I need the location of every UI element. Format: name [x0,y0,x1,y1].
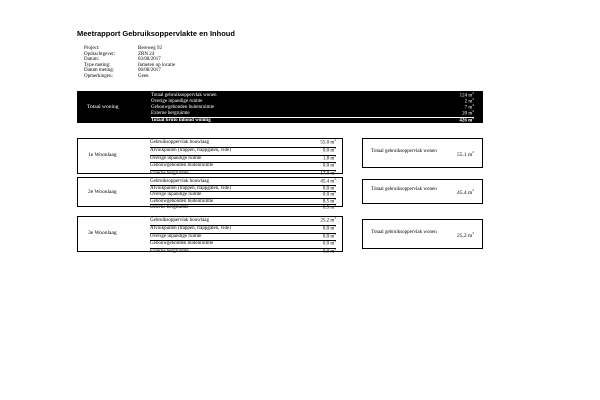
meta-row [84,74,218,80]
totals-row-gross-volume [151,117,474,124]
meta-value: Inmeten op locatie [138,62,176,68]
floor-row: Gebouwgebonden buitenruimte 0.0 $m^2$ [150,163,336,171]
floor-row: Afvoikpuiten (trappen, trappgaten, vide) 0.0 $m^2$ [150,183,336,192]
floor-detail-box [77,177,343,212]
totals-row-value: 124 $m^2$ [459,91,474,99]
meta-label: Opmerkingen: [84,73,113,79]
meta-label: Opdrachtgever: [84,51,116,57]
floor-detail-box [77,216,343,255]
floor-name: 1e Woonlaag [88,152,117,158]
meta-value: Bereweg 92 [138,46,163,51]
meta-value: ZRN 24 [138,51,155,57]
floor-rows [150,218,336,256]
floor-row: Afvoikpuiten (trappen, trappgaten, vide) 0.0 $m^2$ [150,226,336,234]
floor-name: 2e Woonlaag [88,189,117,195]
floor-total-value: 55.1 $m^2$ [456,150,474,158]
floor-rows [150,179,336,211]
totals-row-label: Externe bergruimte [151,111,190,116]
totals-row [151,111,474,117]
totals-row-label: Gebouwgebonden buitenruimte [151,105,215,110]
floor-row: Gebouwgebonden buitenruimte 8.5 $m^2$ [150,196,336,205]
meta-label: Datum: [84,57,99,63]
totals-row [151,93,474,99]
meta-value: 03/08/2017 [138,57,161,63]
floor-total-box [362,179,483,204]
meta-label: Datum meting: [84,68,115,74]
totals-row-value: 7 $m^2$ [464,103,474,111]
floor-total-box [362,219,483,249]
floor-total-value: 25.2 $m^2$ [456,231,474,239]
floor-total-label: Totaal gebruiksoppervlak wonen [371,187,437,192]
floor-row: Externe bergruimte 17.0 $m^2$ [150,169,336,177]
floor-row: Overige inpandige ruimte 0.0 $m^2$ [150,234,336,242]
totals-row-label: Overige inpandige ruimte [151,99,203,104]
totals-row-value: 426 $m^2$ [459,116,474,124]
floor-row: Afvoikpuiten (trappen, trappgaten, vide) 0.0 $m^2$ [150,148,336,156]
totals-row [151,105,474,111]
totals-row-value: 2 $m^2$ [464,97,474,105]
floor-row: Overige inpandige ruimte 1.8 $m^2$ [150,156,336,164]
totals-label: Totaal woning [87,104,119,110]
floor-rows [150,140,336,178]
floor-row: Overige inpandige ruimte 0.0 $m^2$ [150,190,336,198]
floor-total-box [362,138,483,168]
floor-row: Gebruiksoppervlak bouwlaag 55.0 $m^2$ [150,140,336,148]
floor-detail-box [77,138,343,177]
floor-row: Gebruiksoppervlak bouwlaag 45.4 $m^2$ [150,177,336,185]
totals-row-label: Totaal bruto inhoud woning [151,118,211,123]
meta-value: 06/08/2017 [138,68,161,74]
project-meta [84,46,218,80]
floor-name: 3e Woonlaag [88,230,117,236]
floor-row: Gebruiksoppervlak bouwlaag 25.2 $m^2$ [150,218,336,226]
floor-row: Externe bergruimte 0.0 $m^2$ [150,247,336,255]
totals-row [151,99,474,105]
totals-row-value: 20 $m^2$ [462,109,474,117]
meta-value: Geen [138,73,149,79]
floor-row: Externe bergruimte 8.5 $m^2$ [150,203,336,212]
floor-total-value: 45.4 $m^2$ [456,188,474,196]
report-title: Meetrapport Gebruiksoppervlakte en Inhoud [77,29,235,38]
totals-row-label: Totaal gebruiksoppervlak wonen [151,93,217,98]
meta-label: Project: [84,46,100,51]
floor-total-label: Totaal gebruiksoppervlak wonen [371,149,437,154]
totals-block [77,91,483,123]
floor-row: Gebouwgebonden buitenruimte 0.0 $m^2$ [150,241,336,249]
floor-total-label: Totaal gebruiksoppervlak wonen [371,230,437,235]
meta-label: Type meting: [84,62,111,68]
